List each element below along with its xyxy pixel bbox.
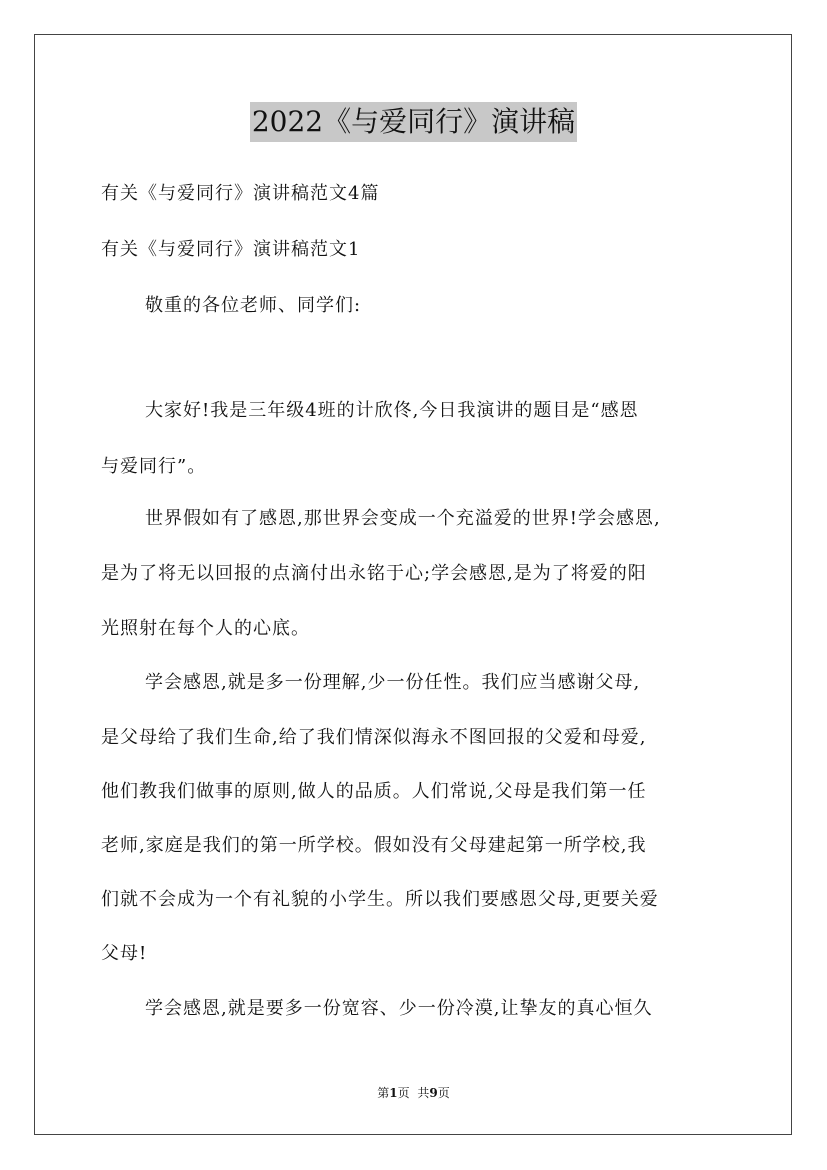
page-suffix: 页 [397,1086,410,1100]
total-prefix: 共 [417,1086,430,1100]
paragraph-line: 学会感恩,就是多一份理解,少一份任性。我们应当感谢父母, [145,672,641,693]
paragraph-line: 们就不会成为一个有礼貌的小学生。所以我们要感恩父母,更要关爱 [101,889,659,910]
paragraph-line: 是父母给了我们生命,给了我们情深似海永不图回报的父爱和母爱, [101,727,647,748]
paragraph-line: 光照射在每个人的心底。 [101,618,310,639]
section-heading: 有关《与爱同行》演讲稿范文1 [101,239,361,260]
salutation: 敬重的各位老师、同学们: [145,295,362,316]
total-suffix: 页 [437,1086,450,1100]
paragraph-line: 大家好!我是三年级4班的计欣佟,今日我演讲的题目是“感恩 [145,400,639,421]
paragraph-line: 学会感恩,就是要多一份宽容、少一份冷漠,让挚友的真心恒久 [145,998,653,1019]
page-current: 1 [389,1086,398,1100]
page-footer [0,1085,827,1101]
paragraph-line: 父母! [101,943,148,964]
paragraph-line: 是为了将无以回报的点滴付出永铭于心;学会感恩,是为了将爱的阳 [101,563,647,584]
page-total: 9 [429,1086,438,1100]
paragraph-line: 与爱同行”。 [101,456,207,477]
paragraph-line: 世界假如有了感恩,那世界会变成一个充溢爱的世界!学会感恩, [145,508,661,529]
paragraph-line: 他们教我们做事的原则,做人的品质。人们常说,父母是我们第一任 [101,781,647,802]
document-subtitle: 有关《与爱同行》演讲稿范文4篇 [101,183,380,204]
title-wrap [0,102,827,142]
document-title: 2022《与爱同行》演讲稿 [250,102,577,142]
page-prefix: 第 [377,1086,390,1100]
paragraph-line: 老师,家庭是我们的第一所学校。假如没有父母建起第一所学校,我 [101,835,647,856]
